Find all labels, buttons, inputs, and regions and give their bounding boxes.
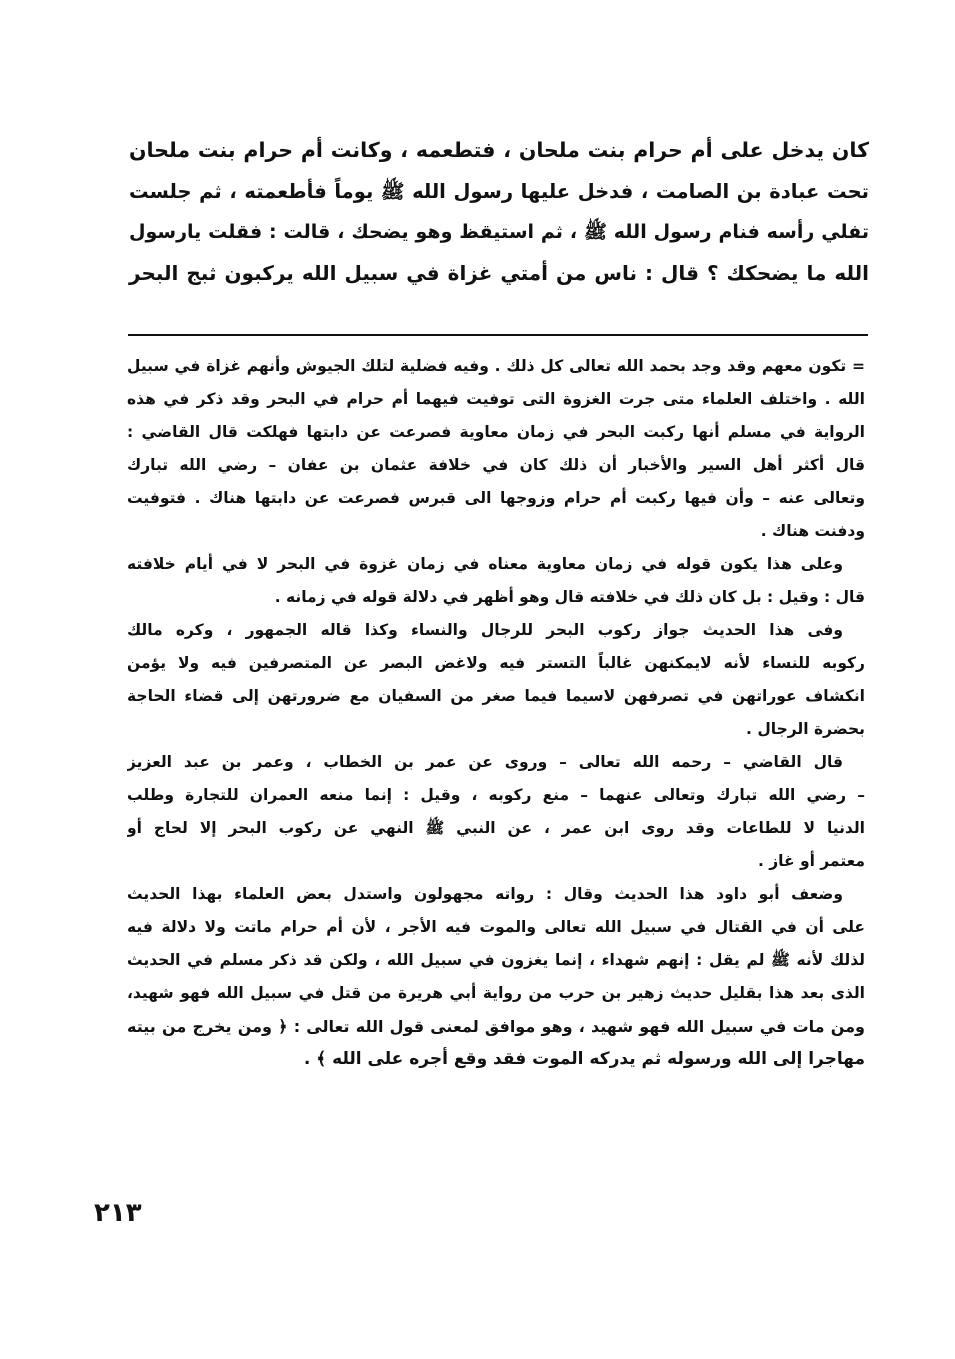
footnote-line: وضعف أبو داود هذا الحديث وقال : رواته مجهولون واستدل بعض العلماء بهذا الحديث [127, 885, 843, 903]
footnote-line: على أن في القتال في سبيل الله تعالى والموت فيه الأجر ، لأن أم حرام ماتت ولا دلالة فيه [127, 918, 865, 936]
footnote-line: وفى هذا الحديث جواز ركوب البحر للرجال والنساء وكذا قاله الجمهور ، وكره مالك [127, 621, 843, 639]
footnote-line: وعلى هذا يكون قوله في زمان معاوية معناه في زمان غزوة في البحر لا في أيام خلافته [127, 555, 843, 573]
footnote-line: مهاجرا إلى الله ورسوله ثم يدركه الموت فقد وقع أجره على الله ﴾ . [303, 1049, 865, 1069]
footnotes-block [127, 350, 865, 1076]
footnote-line: الذى بعد هذا بقليل حديث زهير بن حرب من رواية أبي هريرة من قتل في سبيل الله فهو شهيد، [127, 984, 865, 1002]
footnote-line: ودفنت هناك . [760, 522, 865, 540]
footnote-line: الله . واختلف العلماء متى جرت الغزوة التى توفيت فيهما أم حرام في البحر وقد ذكر في هذه [127, 390, 865, 408]
main-text-line: كان يدخل على أم حرام بنت ملحان ، فتطعمه ، وكانت أم حرام بنت ملحان [129, 138, 869, 162]
footnote-line: = تكون معهم وقد وجد بحمد الله تعالى كل ذلك . وفيه فضلية لتلك الجيوش وأنهم غزاة في سبيل [127, 357, 865, 375]
footnote-line: لذلك لأنه ﷺ لم يقل : إنهم شهداء ، إنما يغزون في سبيل الله ، ولكن قد ذكر مسلم في الحديث [127, 951, 865, 969]
page-number: ٢١٣ [94, 1198, 142, 1228]
footnote-line: – رضي الله تبارك وتعالى عنهما – منع ركوبه ، وقيل : إنما منعه العمران للتجارة وطلب [127, 786, 865, 804]
footnote-line: الدنيا لا للطاعات وقد روى ابن عمر ، عن النبي ﷺ النهي عن ركوب البحر إلا لحاج أو [127, 819, 865, 837]
footnote-line: قال القاضي – رحمه الله تعالى – وروى عن عمر بن الخطاب ، وعمر بن عبد العزيز [127, 753, 843, 771]
footnote-line: الرواية في مسلم أنها ركبت البحر في زمان معاوية فصرعت عن دابتها فهلكت قال القاضي : [127, 423, 865, 441]
footnote-line: انكشاف عوراتهن في تصرفهن لاسيما فيما صغر من السفيان مع ضرورتهن إلى قضاء الحاجة [127, 687, 865, 705]
footnote-divider [128, 334, 868, 336]
main-text-line: تحت عبادة بن الصامت ، فدخل عليها رسول الله ﷺ يوماً فأطعمته ، ثم جلست [129, 180, 869, 203]
main-text-line: تفلي رأسه فنام رسول الله ﷺ ، ثم استيقظ وهو يضحك ، قالت : فقلت يارسول [129, 221, 869, 243]
footnote-line: بحضرة الرجال . [746, 720, 865, 738]
footnote-line: قال : وقيل : بل كان ذلك في خلافته قال وهو أظهر في دلالة قوله في زمانه . [274, 588, 865, 606]
main-text-block [129, 130, 869, 294]
footnote-line: وتعالى عنه – وأن فيها ركبت أم حرام وزوجها الى قبرس فصرعت عن دابتها هناك . فتوفيت [127, 489, 865, 507]
footnote-line: قال أكثر أهل السير والأخبار أن ذلك كان في خلافة عثمان بن عفان – رضي الله تبارك [127, 456, 865, 474]
footnote-line: ومن مات في سبيل الله فهو شهيد ، وهو موافق لمعنى قول الله تعالى : ﴿ ومن يخرج من بيته [127, 1017, 865, 1036]
main-text-line: الله ما يضحكك ؟ قال : ناس من أمتي غزاة في سبيل الله يركبون ثبج البحر [129, 261, 869, 285]
footnote-line: ركوبه للنساء لأنه لايمكنهن غالباً التستر فيه ولاغض البصر عن المتصرفين فيه ولا يؤمن [127, 654, 865, 672]
footnote-line: معتمر أو غاز . [757, 852, 865, 870]
